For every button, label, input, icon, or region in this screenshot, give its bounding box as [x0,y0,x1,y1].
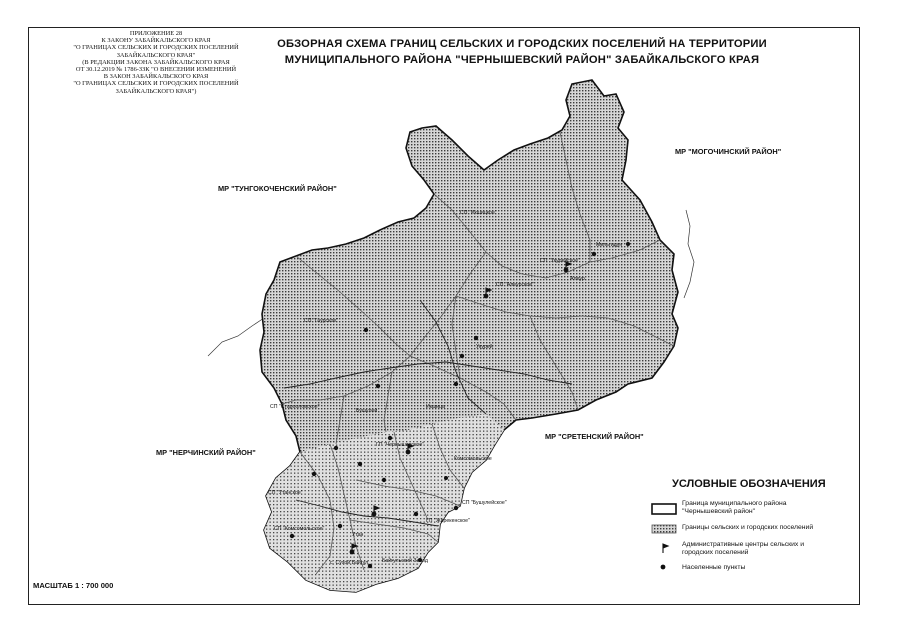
neighbor-label-sretensk: МР "СРЕТЕНСКИЙ РАЙОН" [545,432,644,441]
settlement-dot [382,478,386,482]
appendix-line: "О ГРАНИЦАХ СЕЛЬСКИХ И ГОРОДСКИХ ПОСЕЛЕНИЙ [73,44,239,52]
settlement-dot [444,476,448,480]
settlement-dot [334,446,338,450]
settlement-label: СП "Укурейское" [540,258,580,264]
settlement-dot [460,354,464,358]
settlement-dot [388,436,392,440]
settlement-dot [290,534,294,538]
settlement-label: ГП "Чернышевское" [376,442,424,448]
river-northeast [684,210,694,298]
settlement-dot [364,328,368,332]
settlement-label: СП "Бушулейское" [462,500,507,506]
map-title-line2: МУНИЦИПАЛЬНОГО РАЙОНА "ЧЕРНЫШЕВСКИЙ РАЙОН" ЗАБАЙКАЛЬСКОГО КРАЯ [284,54,760,66]
legend-symbol-settlement [661,565,666,570]
settlement-dot [368,564,372,568]
settlement-dot [338,524,342,528]
settlement-dot [474,336,478,340]
appendix-line: "О ГРАНИЦАХ СЕЛЬСКИХ И ГОРОДСКИХ ПОСЕЛЕНИЙ [73,80,239,88]
legend-text: Границы сельских и городских поселений [682,524,814,531]
settlement-label: Утан [352,532,364,538]
settlement-label: Комсомольское [454,456,492,462]
settlement-label: Алеур [570,276,585,282]
appendix-line: ПРИЛОЖЕНИЕ 28 [129,30,183,37]
legend-symbol-settlement-border [652,525,676,533]
legend-text: Граница муниципального района "Чернышевский район" [682,500,787,515]
settlement-label: СП "Старооловское" [270,404,320,410]
appendix-line: ЗАБАЙКАЛЬСКОГО КРАЯ") [115,87,197,95]
neighbor-label-mogocha: МР "МОГОЧИНСКИЙ РАЙОН" [675,147,782,156]
settlement-label: СП "Икшицкое" [460,210,497,216]
settlement-label: Бушулей [356,408,378,414]
appendix-line: (В РЕДАКЦИИ ЗАКОНА ЗАБАЙКАЛЬСКОГО КРАЯ [82,58,230,66]
legend-text: Населенные пункты [682,564,746,571]
settlement-label: Байгульский Завод [382,558,428,564]
appendix-line: ОТ 30.12.2019 № 1786-ЗЗК "О ВНЕСЕНИИ ИЗМЕНЕНИЙ [75,66,237,74]
settlement-dot [626,242,630,246]
settlement-dot [454,382,458,386]
settlement-label: Икшица [426,404,445,410]
settlement-dot [592,252,596,256]
settlement-label: СП "Комсомольское" [274,526,325,532]
settlement-dot [376,384,380,388]
settlement-label: СП "Утанское" [268,490,303,496]
neighbor-label-nerchinsk: МР "НЕРЧИНСКИЙ РАЙОН" [156,448,256,457]
map-scale: МАСШТАБ 1 : 700 000 [33,581,114,590]
settlement-dot [414,512,418,516]
settlement-label: СП "Алеурское" [496,282,535,288]
settlement-label: Укурей [476,344,493,350]
appendix-line: К ЗАКОНУ ЗАБАЙКАЛЬСКОГО КРАЯ [101,37,211,45]
neighbor-label-tungokochen: МР "ТУНГОКОЧЕНСКИЙ РАЙОН" [218,184,337,193]
legend-title: УСЛОВНЫЕ ОБОЗНАЧЕНИЯ [672,478,826,490]
settlement-label: СП "Гаурское" [304,318,339,324]
settlement-dot [358,462,362,466]
river-west [208,318,264,356]
legend-symbol-district-border [652,504,676,514]
legend-text: Административные центры сельских и городских поселений [682,541,804,556]
settlement-label: Мильгидун [596,242,623,248]
settlement-dot [454,506,458,510]
settlement-label: ГП "Жирекенское" [426,518,470,524]
appendix-line: ЗАБАЙКАЛЬСКОГО КРАЯ" [116,51,196,59]
appendix-line: В ЗАКОН ЗАБАЙКАЛЬСКОГО КРАЯ [103,73,209,81]
settlement-label: с. Сухой Байгул [330,560,369,566]
settlement-dot [312,472,316,476]
map-title-line1: ОБЗОРНАЯ СХЕМА ГРАНИЦ СЕЛЬСКИХ И ГОРОДСКИХ ПОСЕЛЕНИЙ НА ТЕРРИТОРИИ [277,38,767,50]
legend-symbol-admin-center [663,544,668,553]
